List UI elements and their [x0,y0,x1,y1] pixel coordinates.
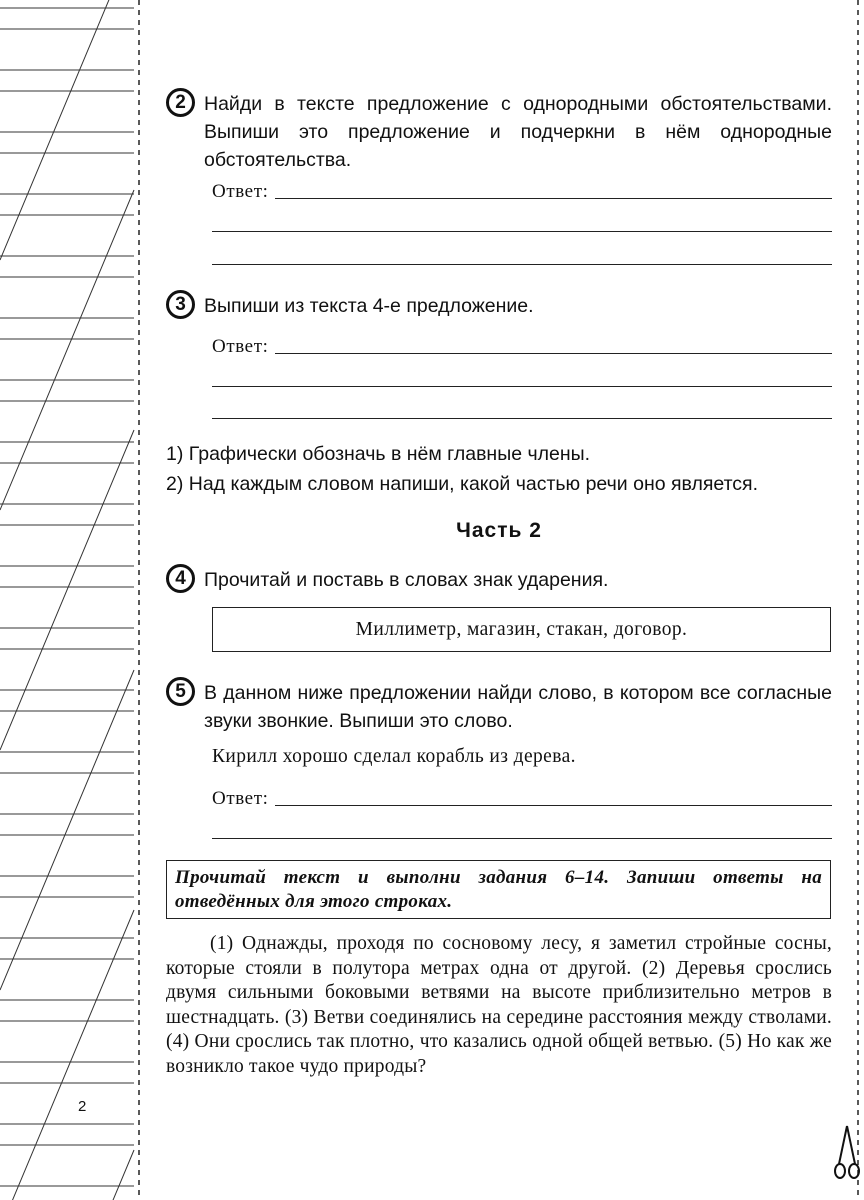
answer-row-task-3[interactable] [212,336,832,358]
answer-line[interactable] [212,418,832,419]
scissors-icon [833,1120,861,1184]
margin-slant [0,1150,134,1200]
task-3 [166,292,832,320]
task-text: В данном ниже предложении найди слово, в котором все согласные звуки звонкие. Выпиши это слово. [204,682,832,732]
task-5 [166,679,832,735]
answer-line[interactable] [212,264,832,265]
answer-label: Ответ: [212,181,269,202]
answer-line[interactable] [275,804,833,806]
answer-row-task-5[interactable] [212,788,832,810]
margin-slant [0,670,134,990]
answer-line[interactable] [275,352,833,354]
answer-row-task-2[interactable] [212,181,832,203]
answer-line[interactable] [275,197,833,199]
example-sentence: Кирилл хорошо сделал корабль из дерева. [212,746,576,767]
words-box: Миллиметр, магазин, стакан, договор. [212,607,831,652]
reading-text: (1) Однажды, проходя по сосновому лесу, я заметил стройные сосны, которые стояли в полутора метрах одна от другой. (2) Деревья срослись двумя сильными боковыми ветвями на высоте приблизительно метров в шестнадцать. (3) Ветви соединялись на середине расстояния между стволами. (4) Они срослись так плотно, что казались одной общей ветвью. (5) Но как же возникло такое чудо природы? [166,933,832,1077]
margin-slant [0,190,134,510]
margin-slant [0,430,134,750]
page-number: 2 [78,1098,87,1115]
answer-line[interactable] [212,231,832,232]
task-4 [166,566,832,594]
task-number-badge: 5 [166,677,195,706]
part-heading: Часть 2 [456,519,542,542]
subtask-2: 2) Над каждым словом напиши, какой частью речи оно является. [166,473,759,495]
task-text: Найди в тексте предложение с однородными обстоятельствами. Выпиши это предложение и подчеркни в нём однородные обстоятельства. [204,93,832,171]
task-number-badge: 4 [166,564,195,593]
task-number-badge: 3 [166,290,195,319]
margin-slant [0,910,134,1200]
instruction-box: Прочитай текст и выполни задания 6–14. Запиши ответы на отведённых для этого строках. [166,860,831,919]
task-text: Выпиши из текста 4-е предложение. [204,295,534,317]
answer-label: Ответ: [212,788,269,809]
answer-line[interactable] [212,838,832,839]
answer-label: Ответ: [212,336,269,357]
subtask-1: 1) Графически обозначь в нём главные члены. [166,443,591,465]
task-text: Прочитай и поставь в словах знак ударения. [204,569,609,591]
task-number-badge: 2 [166,88,195,117]
margin-slant [0,0,134,260]
answer-line[interactable] [212,386,832,387]
task-2 [166,90,832,174]
